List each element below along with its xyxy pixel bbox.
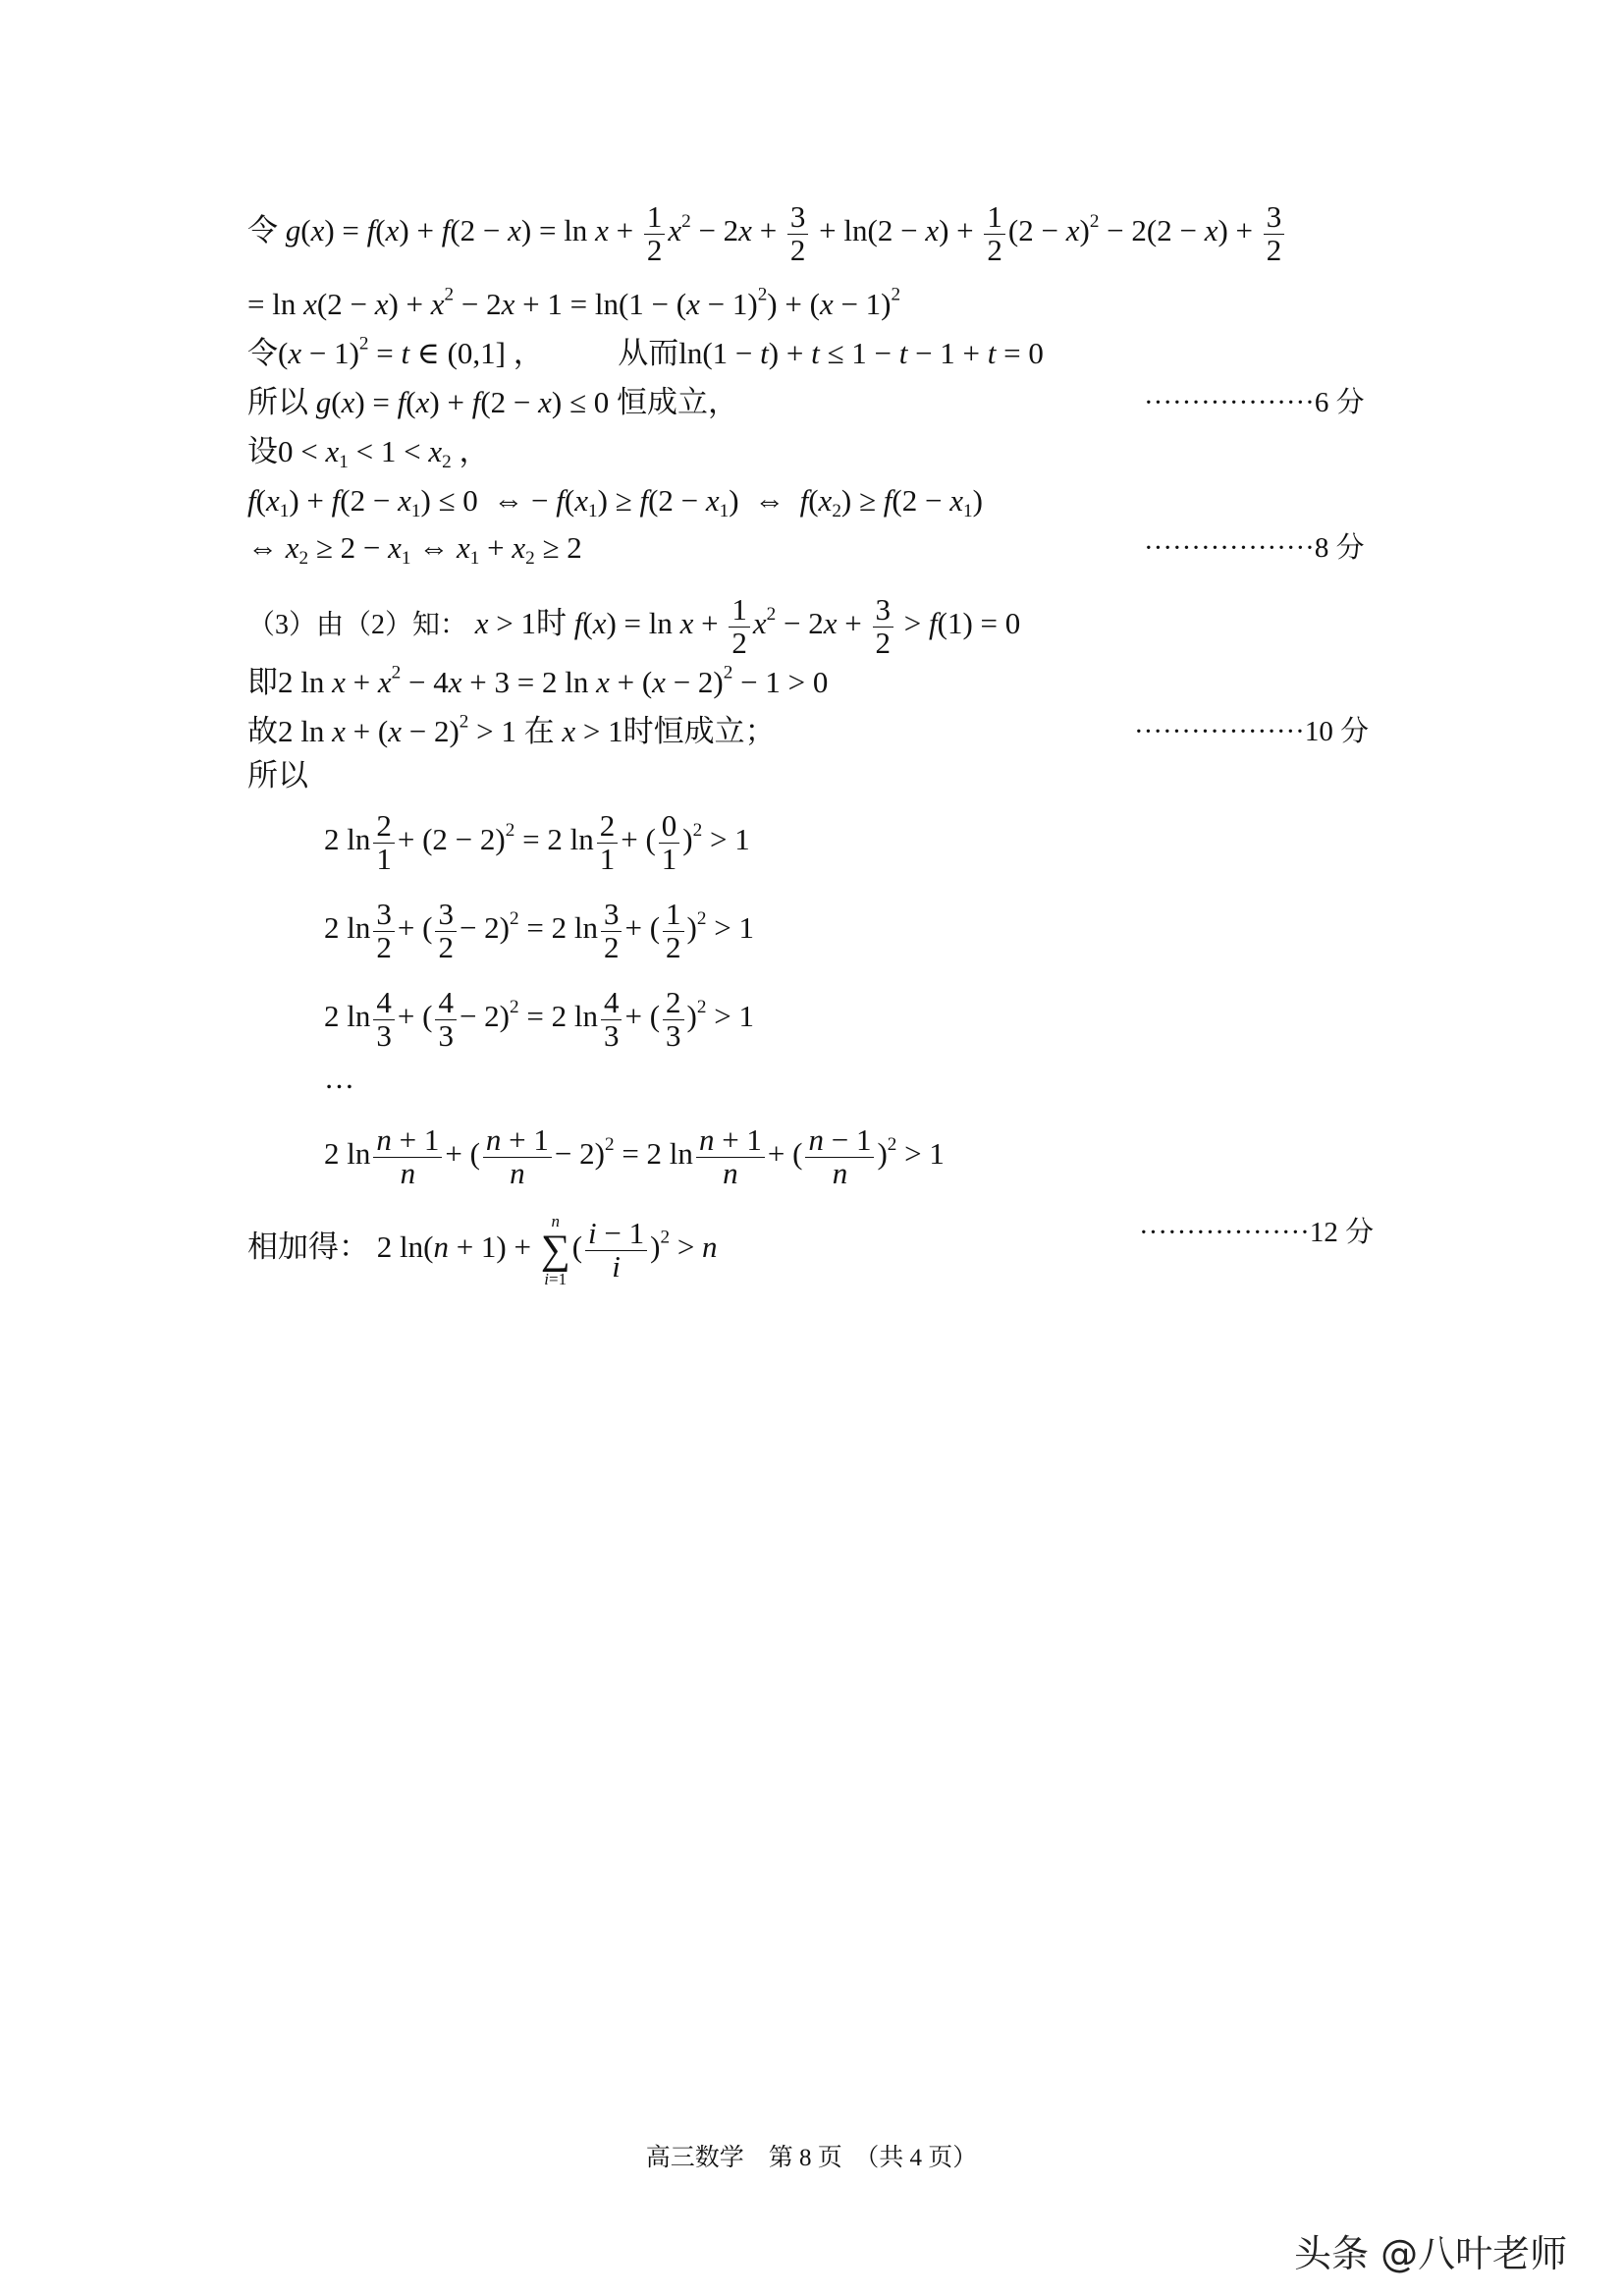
text-ling: 令	[247, 336, 278, 370]
score-8: ··················8 分	[1144, 532, 1365, 564]
text-gu: 故	[247, 714, 278, 748]
text-suoyi: 所以	[247, 385, 308, 419]
equation-line-equivalence-1: $f(x_1) + f(2 - x_1) \le 0$ ⇔ − $f(x_1) \ge f(2 - x_1)$ ⇔ $f(x_2) \ge f(2 - x_1)$	[247, 483, 983, 521]
summation-sign: n ∑ i=1	[540, 1212, 570, 1288]
equation-line-equivalence-2: ⇔ $x_2 \ge 2 - x_1$ ⇔ $x_1 + x_2 \ge 2$	[247, 530, 582, 569]
text-ji: 即	[247, 665, 278, 699]
equation-line-assume: 设$0 < x_1 < 1 < x_2$ ，	[247, 434, 490, 472]
fraction: $\frac{1}{2}$	[729, 594, 750, 659]
score-10: ··················10 分	[1134, 716, 1370, 747]
fraction: $\frac{3}{2}$	[1264, 201, 1285, 266]
equation-line-ji: 即2 $\ln x + x^2 - 4x + 3 = 2$ $\ln x + (x - 2)^2 - 1 > 0$	[247, 662, 829, 699]
text-part3-intro: （3）由（2）知：	[247, 610, 468, 641]
page-footer: 高三数学 第 8 页 （共 4 页）	[645, 2145, 978, 2171]
equation-line-simplify: = $\ln x(2 - x) + x^2 - 2x + 1 = \ln(1 - (x - 1)^2) + (x - 1)^2$	[247, 284, 901, 321]
score-12: ··················12 分	[1139, 1217, 1375, 1248]
score-6: ··················6 分	[1144, 387, 1365, 418]
text-suoyi-2: 所以	[247, 758, 308, 793]
watermark: 头条 @八叶老师	[1294, 2232, 1568, 2275]
equation-line-substitution: 令$(x - 1)^2 = t$ ∈ (0,1] ， 从而ln(1 − t) + t ≤ 1 − t − 1 + t = 0	[247, 333, 1044, 370]
equation-line-g-definition: 令 g(x) = f(x) + f(2 − x) = ln x + $\frac{1}{2}$ $x^2 - 2x$ + $\frac{3}{2}$ + ln(2 − x) + $\frac{1}{2}$ $(2 - x)^2 - 2(2 - x)$ + $\frac{3}{2}$	[247, 201, 1287, 266]
equation-line-part3: （3）由（2）知： x > 1时 f(x) = ln x + $\frac{1}{2}$ $x^2 - 2x$ + $\frac{3}{2}$ > f(1) = 0	[247, 592, 1021, 660]
text-she: 设	[247, 434, 278, 468]
text-shi-hengchengli: 时恒成立；	[622, 714, 776, 748]
text-hengchengli: 恒成立，	[616, 385, 738, 419]
text-zai: 在	[523, 714, 555, 748]
inequality-n: 2 ln $\frac{n + 1}{n}$ + ( $\frac{n + 1}{n}$ − 2)$^2$ = 2 ln $\frac{n + 1}{n}$ + ( $\frac{n - 1}{n}$ )$^2$ > 1	[324, 1122, 945, 1190]
text-xiangjiade: 相加得：	[247, 1230, 369, 1265]
text-ling: 令	[247, 213, 278, 248]
inequality-k1: 2 ln $\frac{2}{1}$ + $(2 - 2)^2 = 2$ ln $\frac{2}{1}$ + ( $\frac{0}{1}$ )$^2$ > 1	[324, 808, 750, 876]
ellipsis: …	[324, 1061, 354, 1095]
inequality-k2: 2 ln $\frac{3}{2}$ + ( $\frac{3}{2}$ − 2)$^2$ = 2 ln $\frac{3}{2}$ + ( $\frac{1}{2}$ )$^2$ > 1	[324, 897, 754, 964]
fraction: $\frac{1}{2}$	[644, 201, 666, 266]
inequality-k3: 2 ln $\frac{4}{3}$ + ( $\frac{4}{3}$ − 2)$^2$ = 2 ln $\frac{4}{3}$ + ( $\frac{2}{3}$ )$^2$ > 1	[324, 985, 754, 1053]
text-shi: 时	[536, 606, 568, 641]
equation-line-sum: 相加得： 2 ln(n + 1) + n ∑ i=1 ( $\frac{i - 1}{i}$ )$^2$ > n	[247, 1212, 718, 1288]
text-conger: 从而	[618, 336, 679, 370]
equation-line-gu: 故2 $\ln x + (x - 2)^2 > 1$ 在 x > 1时恒成立；	[247, 711, 776, 748]
equation-line-conclusion-g: 所以 g(x) = f(x) + f(2 − x) ≤ 0 恒成立，	[247, 385, 738, 419]
fraction: $\frac{3}{2}$	[873, 594, 894, 659]
fraction: $\frac{3}{2}$	[787, 201, 809, 266]
fraction: $\frac{1}{2}$	[984, 201, 1005, 266]
